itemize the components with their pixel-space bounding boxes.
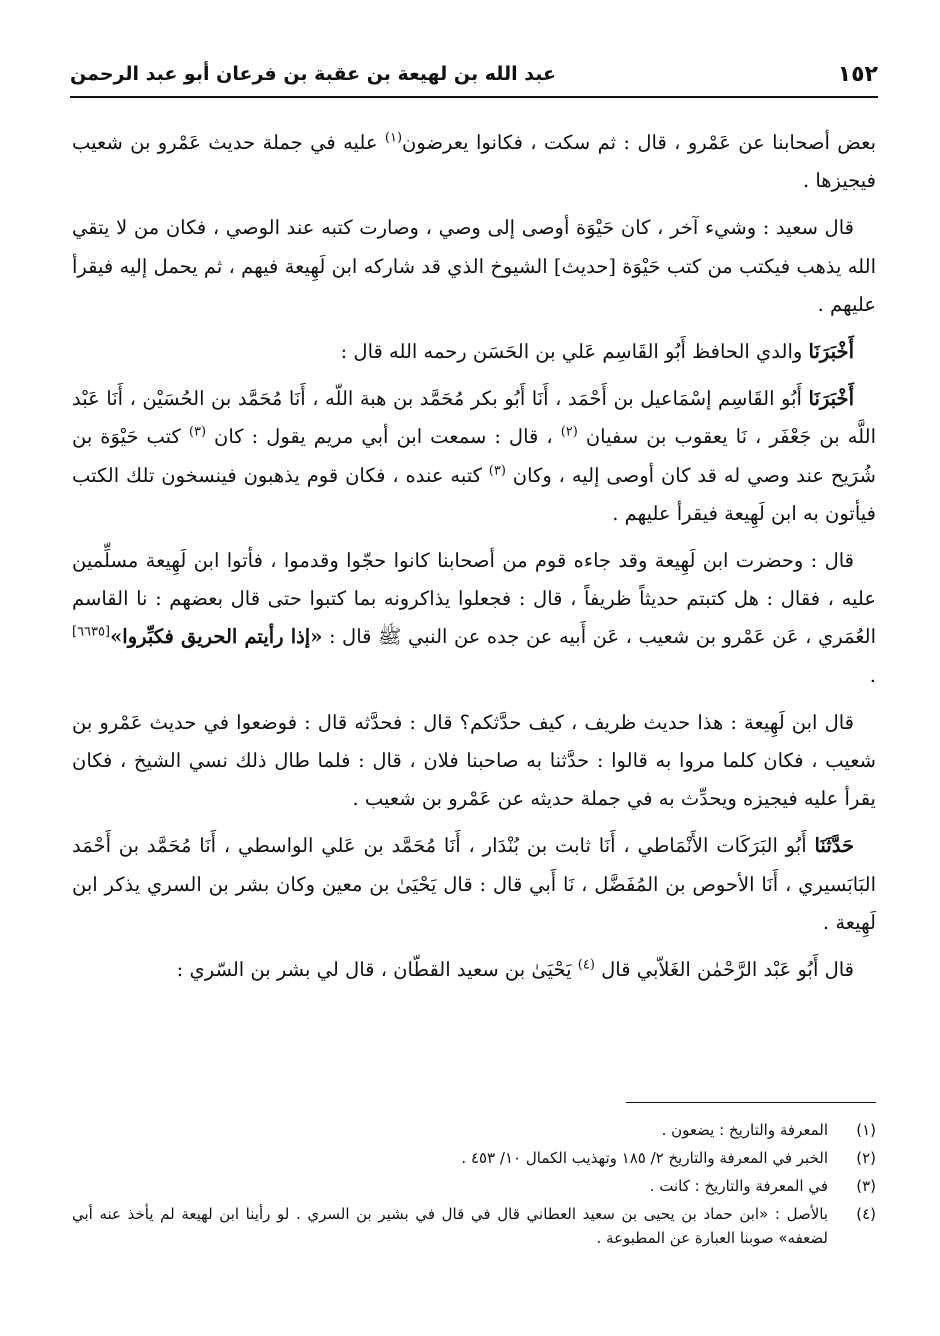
footnote-number: (١) [856,1121,876,1139]
footnote-number: (٢) [856,1149,876,1167]
footnotes [72,1118,876,1254]
page-number: ١٥٢ [837,61,878,87]
footnote-mark-3: (٣) [188,424,207,440]
paragraph-8-text-b: يَحْيَىٰ بن سعيد القطّان ، قال لي بشر بن السّري : [176,958,572,982]
paragraph-7-text: أَبُو البَرَكَات الأَنْمَاطي ، أَنَا ثابت بن بُنْدَار ، أَنَا مُحَمَّد بن عَلي الواسطي ، أَنَا مُحَمَّد بن أَحْمَد البَابَسيري ، أَنَا الأحوص بن المُفَضَّل ، نَا أَبي قال : قال يَحْيَىٰ بن معين وكان بشر بن السري يذكر ابن لَهِيعة . [72,834,876,934]
paragraph-5-text: قال : وحضرت ابن لَهِيعة وقد جاءه قوم من أصحابنا كانوا حجّوا وقدموا ، فأتوا ابن لَهِيعة مسلِّمين عليه ، فقال : هل كتبتم حديثاً ظريفاً ، قال : فجعلوا يذاكرونه بما كتبوا حتى قال بعضهم : نا القاسم العُمَري ، عَن عَمْرو بن شعيب ، عَن أَبيه عن جده عن النبي ﷺ قال : [72,549,877,649]
footnote-mark-3b: (٣) [488,463,506,479]
paragraph-7 [72,827,876,942]
isnad-keyword: أَخْبَرَنَا [808,387,854,411]
running-header [70,52,878,96]
footnote-text: الخبر في المعرفة والتاريخ ٢/ ١٨٥ وتهذيب الكمال ١٠/ ٤٥٣ . [461,1149,828,1167]
footnote-divider [626,1102,876,1103]
paragraph-1-text-a: بعض أصحابنا عن عَمْرو ، قال : ثم سكت ، فكانوا يعرضون [402,131,876,154]
footnote-mark-1: (١) [384,130,403,146]
hadith-number: [٦٦٣٥] [72,624,111,640]
paragraph-4-text-b: ، قال : سمعت ابن أبي مريم يقول : كان [214,425,553,449]
paragraph-2: قال سعيد : وشيء آخر ، كان حَيْوَة أوصى إلى وصي ، وصارت كتبه عند الوصي ، فكان من لا يتقي الله يذهب فيكتب من كتب حَيْوَة [حديث] الشيوخ الذي قد شاركه ابن لَهِيعة فيهم ، ثم يحمل إليه فيقرأ عليهم . [72,216,876,316]
isnad-keyword: حَدَّثَنَا [814,834,855,858]
paragraph-1-text-b: عليه في جملة حديث عَمْرو بن شعيب فيجيزها . [72,131,876,193]
footnote-mark-4: (٤) [577,957,595,973]
main-text [72,124,876,998]
paragraph-4 [72,380,876,533]
paragraph-4-text-a: أَبُو القَاسِم إسْمَاعيل بن أَحْمَد ، أَنَا أَبُو بكر مُحَمَّد بن هبة اللّه ، أَنَا مُحَمَّد بن الحُسَيْن ، أَنَا عَبْد اللَّه بن جَعْفَر ، نَا يعقوب بن سفيان [72,387,876,449]
paragraph-8 [72,951,876,989]
footnote-text: في المعرفة والتاريخ : كانت . [649,1177,828,1195]
paragraph-8-text-a: قال أَبُو عَبْد الرَّحْمٰن الغَلاّبي قال [601,958,854,982]
footnote-number: (٣) [856,1177,876,1195]
paragraph-5 [72,542,876,695]
paragraph-3 [72,333,876,371]
paragraph-5-end: . [869,663,876,687]
paragraph-6: قال ابن لَهِيعة : هذا حديث ظريف ، كيف حدَّثكم؟ قال : فحدَّثه قال : فوضعوا في حديث عَمْرو بن شعيب ، فكان كلما مروا به قالوا : حدَّثنا به صاحبنا فلان ، قال : فلما طال ذلك نسي الشيخ ، فكان يقرأ عليه فيجيزه ويحدِّث به في جملة حديثه عن عَمْرو بن شعيب . [72,710,876,811]
paragraph-3-text: والدي الحافظ أَبُو القَاسِم عَلي بن الحَسَن رحمه الله قال : [340,340,803,364]
footnote-text: بالأصل : «ابن حماد بن يحيى بن سعيد العطاني قال في قال في بشير بن السري . لو رأينا ابن لهيعة لم يأخذ عنه أبي لضعفه» صوبنا العبارة عن المطبوعة . [72,1205,828,1247]
paragraph-1 [72,124,876,200]
paragraph-4-text-d: كتبه عنده ، فكان قوم يذهبون فينسخون تلك الكتب فيأتون به ابن لَهِيعة فيقرأ عليهم . [72,463,876,525]
footnote-4 [72,1202,876,1250]
paragraph-4-text-c: كتب حَيْوَة بن شُرَيح عند وصي له قد كان أوصى إليه ، وكان [72,425,876,487]
header-divider [70,96,878,98]
hadith-text: «إذا رأيتم الحريق فكبِّروا» [110,625,323,649]
footnote-text: المعرفة والتاريخ : يضعون . [661,1121,828,1139]
footnote-number: (٤) [856,1205,876,1223]
footnote-1 [72,1118,876,1142]
footnote-3 [72,1174,876,1198]
running-title: عبد الله بن لهيعة بن عقبة بن فرعان أبو عبد الرحمن [70,63,556,85]
footnote-2 [72,1146,876,1170]
footnote-mark-2: (٢) [560,424,578,440]
isnad-keyword: أَخْبَرَنَا [808,340,854,364]
